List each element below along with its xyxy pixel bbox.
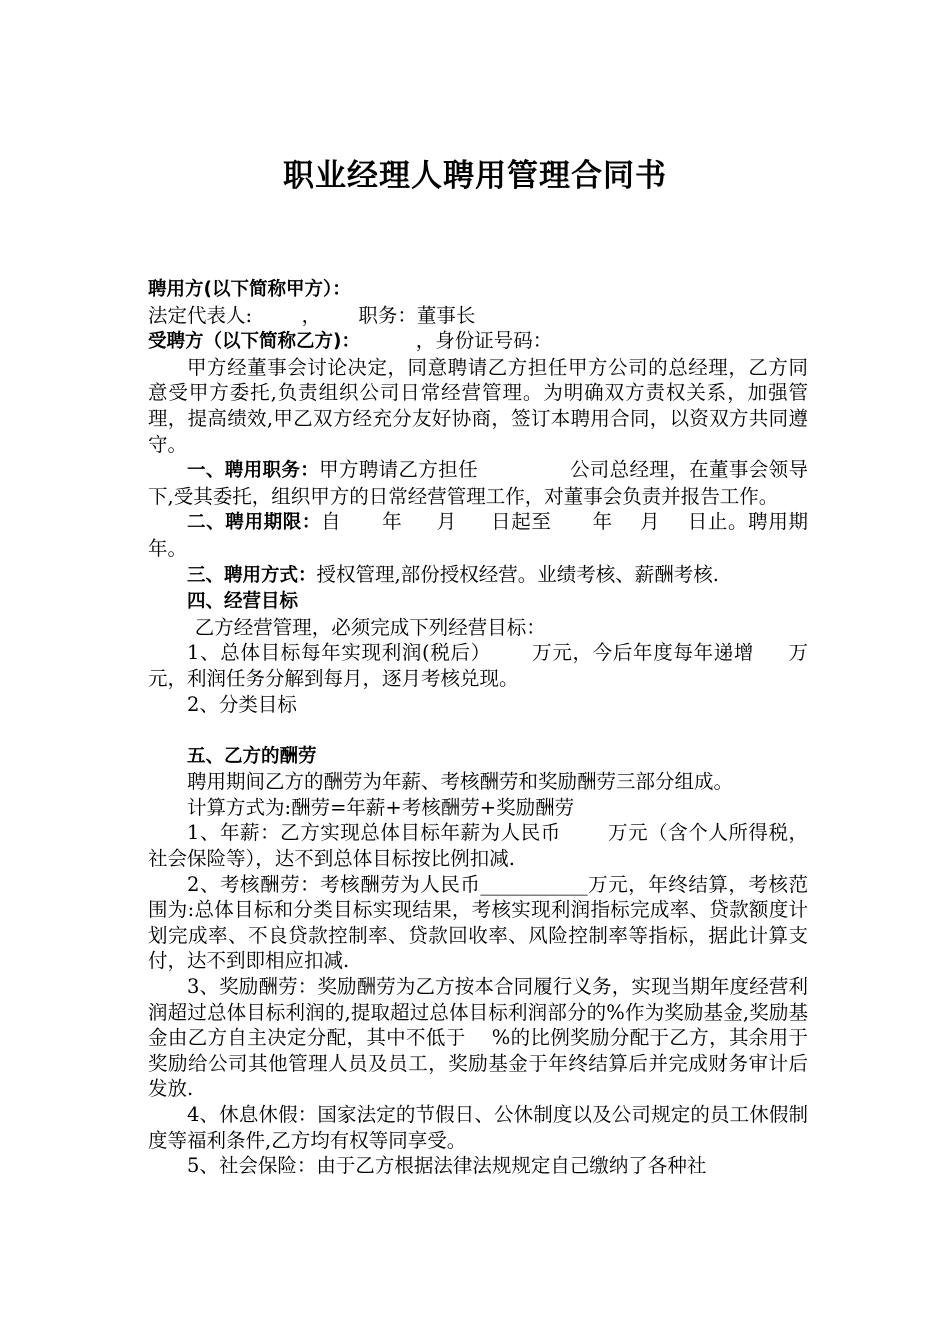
paragraph: [148, 355, 808, 457]
document-body: [148, 276, 839, 1179]
paragraph-text: 1、总体目标每年实现利润(税后） 万元，今后年度每年递增 万元，利润任务分解到每月，逐月考核兑现。: [148, 641, 808, 690]
paragraph-text: 聘用期间乙方的酬劳为年薪、考核酬劳和奖励酬劳三部分组成。: [187, 770, 734, 794]
paragraph-text: 甲方经董事会讨论决定，同意聘请乙方担任甲方公司的总经理，乙方同意受甲方委托,负责组织公司日常经营管理。为明确双方责权关系，加强管理，提高绩效,甲乙双方经充分友好协商，签订本聘用合同，以资双方共同遵守。: [148, 355, 808, 456]
paragraph-text: 乙方经营管理，必须完成下列经营目标：: [194, 615, 546, 639]
paragraph-text: 计算方式为:酬劳=年薪+考核酬劳+奖励酬劳: [187, 795, 575, 819]
section-heading: 聘用方(以下简称甲方）：: [148, 279, 351, 300]
paragraph-text: 2、分类目标: [187, 692, 297, 716]
paragraph-text: 3、奖励酬劳：奖励酬劳为乙方按本合同履行义务，实现当期年度经营利润超过总体目标利润的,提取超过总体目标利润部分的%作为奖励基金,奖励基金由乙方自主决定分配，其中不低于 %的比例奖励分配于乙方，其余用于奖励给公司其他管理人员及员工，奖励基金于年终结算后并完成财务审计后发放.: [148, 975, 808, 1101]
clause-label: 受聘方（以下简称乙方)：: [148, 331, 360, 353]
paragraph: [148, 692, 808, 718]
paragraph: [148, 743, 808, 770]
clause-text: 授权管理,部份授权经营。业绩考核、薪酬考核.: [316, 562, 719, 586]
paragraph: [148, 795, 808, 821]
paragraph-text: 2、考核酬劳：考核酬劳为人民币___________万元，年终结算，考核范围为:总体目标和分类目标实现结果，考核实现利润指标完成率、贷款额度计划完成率、不良贷款控制率、贷款回收率、风险控制率等指标，据此计算支付，达不到即相应扣减.: [148, 872, 808, 973]
paragraph: [148, 588, 808, 615]
clause-label: 一、聘用职务：: [187, 460, 320, 482]
paragraph: [148, 457, 808, 509]
paragraph: [148, 640, 808, 691]
paragraph-text: 5、社会保险：由于乙方根据法律法规规定自己缴纳了各种社: [187, 1154, 707, 1178]
paragraph: [148, 1102, 808, 1153]
paragraph: [148, 769, 808, 795]
clause-text: ，身份证号码：: [359, 329, 553, 353]
section-heading: 四、经营目标: [187, 591, 299, 613]
paragraph: [148, 974, 808, 1102]
section-heading: 五、乙方的酬劳: [187, 745, 317, 767]
paragraph: [148, 276, 808, 303]
clause-text: 自 年 月 日起至 年 月 日止。聘用期 年。: [148, 510, 839, 560]
paragraph: [148, 717, 808, 743]
paragraph: [148, 820, 808, 871]
paragraph-text: 法定代表人: ， 职务：董事长: [148, 303, 476, 327]
clause-text: 甲方聘请乙方担任 公司总经理，在董事会领导下,受其委托，组织甲方的日常经营管理工作，对董事会负责并报告工作。: [148, 458, 808, 508]
paragraph: [148, 328, 808, 355]
paragraph: [148, 1153, 808, 1179]
paragraph: [148, 303, 808, 329]
paragraph: [148, 872, 808, 974]
clause-label: 二、聘用期限：: [187, 512, 322, 534]
document-title: 职业经理人聘用管理合同书: [283, 158, 667, 194]
paragraph: [148, 509, 839, 561]
paragraph-text: 4、休息休假：国家法定的节假日、公休制度以及公司规定的员工休假制度等福利条件,乙方均有权等同享受。: [148, 1103, 808, 1152]
paragraph: [148, 615, 808, 641]
paragraph-text: 1、年薪：乙方实现总体目标年薪为人民币 万元（含个人所得税，社会保险等），达不到总体目标按比例扣减.: [148, 821, 808, 871]
paragraph: [148, 562, 808, 589]
clause-label: 三、聘用方式：: [187, 564, 317, 586]
